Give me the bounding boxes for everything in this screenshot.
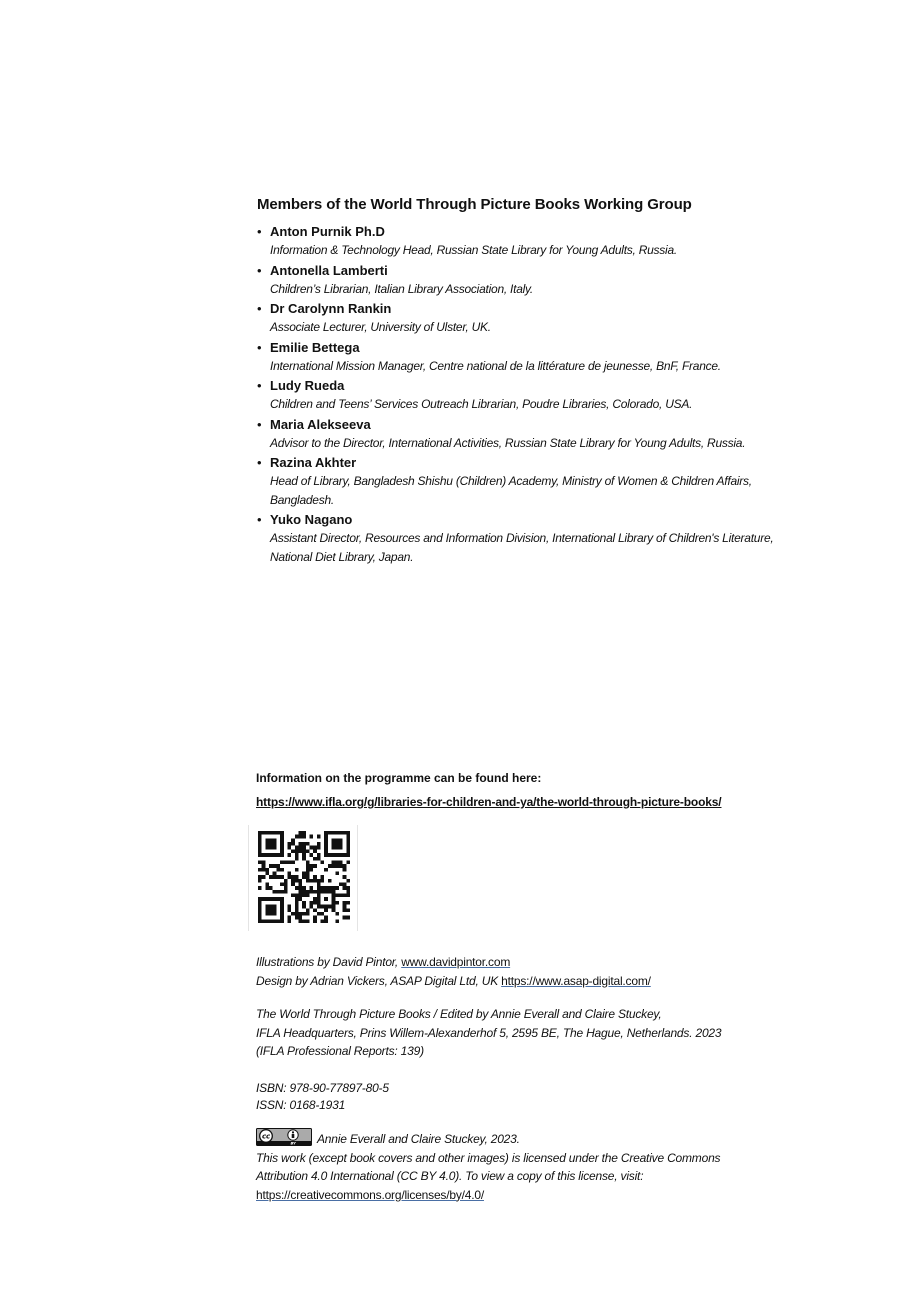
member-name: Maria Alekseeva <box>270 416 371 432</box>
bullet: • <box>257 339 262 355</box>
member-role: Head of Library, Bangladesh Shishu (Children) Academy, Ministry of Women & Children Affairs, Bangladesh. <box>270 474 752 507</box>
bullet: • <box>257 262 262 278</box>
list-item <box>257 339 797 376</box>
publication-line: The World Through Picture Books / Edited by Annie Everall and Claire Stuckey, <box>256 1007 662 1021</box>
davidpintor-link[interactable]: www.davidpintor.com <box>401 955 511 969</box>
license-link-line <box>256 1186 720 1205</box>
publication-info <box>256 1005 721 1061</box>
license-line: Attribution 4.0 International (CC BY 4.0). To view a copy of this license, visit: <box>256 1169 644 1183</box>
publication-line: IFLA Headquarters, Prins Willem-Alexanderhof 5, 2595 BE, The Hague, Netherlands. 2023 <box>256 1025 722 1040</box>
members-list <box>257 223 797 568</box>
identifiers <box>256 1080 389 1113</box>
qr-code-icon <box>258 831 350 923</box>
copyright-line <box>256 1128 720 1149</box>
members-heading: Members of the World Through Picture Books Working Group <box>257 196 692 213</box>
member-name: Anton Purnik Ph.D <box>270 224 385 239</box>
cc-by-license-icon <box>256 1128 312 1146</box>
bullet: • <box>257 512 262 527</box>
isbn: ISBN: 978-90-77897-80-5 <box>256 1081 389 1095</box>
list-item <box>257 454 797 509</box>
design-text: Design by Adrian Vickers, ASAP Digital Ltd, UK <box>256 973 502 988</box>
cc-badge-label: cc <box>262 1132 270 1141</box>
issn: ISSN: 0168-1931 <box>256 1097 346 1112</box>
list-item <box>257 377 797 414</box>
list-item <box>257 511 797 566</box>
member-role: Children’s Librarian, Italian Library Association, Italy. <box>270 281 533 296</box>
member-name: Razina Akhter <box>270 455 357 470</box>
qr-code-frame <box>248 825 358 931</box>
bullet: • <box>257 224 262 239</box>
list-item <box>257 262 797 299</box>
license-line: This work (except book covers and other images) is licensed under the Creative Commons <box>256 1150 721 1165</box>
member-name: Emilie Bettega <box>270 339 360 355</box>
member-role: Assistant Director, Resources and Information Division, International Library of Children's Literature, National Diet Library, Japan. <box>270 531 774 564</box>
member-role: Advisor to the Director, International Activities, Russian State Library for Young Adults, Russia. <box>270 435 746 450</box>
member-name: Dr Carolynn Rankin <box>270 301 392 316</box>
list-item <box>257 300 797 337</box>
copyright-text: Annie Everall and Claire Stuckey, 2023. <box>317 1132 520 1146</box>
list-item <box>257 223 797 260</box>
bullet: • <box>257 301 262 316</box>
bullet: • <box>257 416 262 432</box>
bullet: • <box>257 455 262 470</box>
asap-digital-link[interactable]: https://www.asap-digital.com/ <box>501 973 651 988</box>
member-role: Children and Teens’ Services Outreach Librarian, Poudre Libraries, Colorado, USA. <box>270 397 693 411</box>
member-role: Information & Technology Head, Russian State Library for Young Adults, Russia. <box>270 243 677 257</box>
member-name: Yuko Nagano <box>270 512 353 527</box>
credits <box>256 953 651 990</box>
member-name: Antonella Lamberti <box>270 262 388 278</box>
license-info <box>256 1128 720 1204</box>
by-badge-label: BY <box>290 1140 296 1146</box>
design-credit <box>256 972 651 991</box>
list-item <box>257 416 797 453</box>
member-role: Associate Lecturer, University of Ulster, UK. <box>270 320 491 334</box>
member-name: Ludy Rueda <box>270 378 345 393</box>
illustrations-credit <box>256 953 651 972</box>
member-role: International Mission Manager, Centre national de la littérature de jeunesse, BnF, France. <box>270 358 721 373</box>
illustrations-text: Illustrations by David Pintor, <box>256 955 402 969</box>
creative-commons-link[interactable]: https://creativecommons.org/licenses/by/4.0/ <box>256 1187 484 1202</box>
publication-line: (IFLA Professional Reports: 139) <box>256 1044 424 1058</box>
programme-info-label: Information on the programme can be found here: <box>256 771 542 785</box>
bullet: • <box>257 378 262 393</box>
programme-link[interactable]: https://www.ifla.org/g/libraries-for-children-and-ya/the-world-through-picture-books/ <box>256 795 722 809</box>
